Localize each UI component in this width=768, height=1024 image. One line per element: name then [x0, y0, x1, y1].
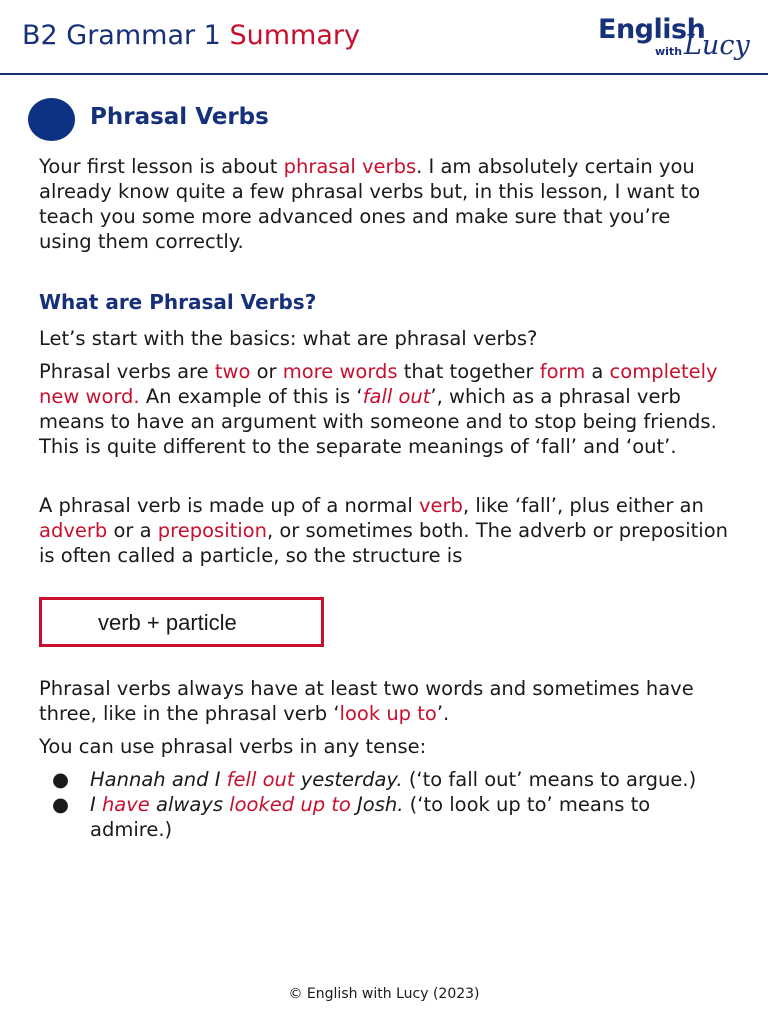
def-highlight-form: form [539, 360, 586, 383]
formula-text: verb + particle [98, 610, 237, 635]
logo-english: English [598, 14, 706, 45]
def-highlight-two: two [214, 360, 251, 383]
struct-text-4: , or sometimes both. The adverb or preposition is often called a particle, so the structure is [39, 519, 728, 567]
example-list [39, 767, 699, 842]
tense-paragraph: You can use phrasal verbs in any tense: [39, 735, 427, 758]
section-bullet-icon [28, 98, 75, 141]
logo-lucy: Lucy [684, 30, 750, 61]
def-text-3: that together [397, 360, 540, 383]
def-text-5: An example of this is ‘ [139, 385, 363, 408]
header-divider [0, 73, 768, 75]
def-highlight-fall-out: fall out [362, 385, 431, 408]
struct-text-3: or a [107, 519, 158, 542]
def-text-6: ’, which as a phrasal verb means to have an argument with someone and to stop being friends. This is quite different to the separate meanings of ‘fall’ and ‘out’. [39, 385, 717, 458]
intro-text-2: . I am absolutely certain you already know quite a few phrasal verbs but, in this lesson, I want to teach you some more advanced ones and make sure that you’re using them correctly. [39, 155, 701, 253]
def-highlight-more-words: more words [282, 360, 398, 383]
def-text-1: Phrasal verbs are [39, 360, 215, 383]
ex2-highlight-have: have [101, 793, 150, 816]
struct-highlight-verb: verb [419, 494, 463, 517]
structure-paragraph [39, 493, 729, 568]
p4-text-1: Phrasal verbs always have at least two words and sometimes have three, like in the phrasal verb ‘ [39, 677, 694, 725]
intro-highlight-phrasal-verbs: phrasal verbs [283, 155, 417, 178]
header-title-main: B2 Grammar 1 [22, 20, 221, 51]
english-with-lucy-logo [598, 14, 750, 66]
formula-box [39, 597, 324, 647]
definition-paragraph [39, 359, 729, 459]
ex1-text-1: Hannah and I [90, 768, 227, 791]
footer-copyright: © English with Lucy (2023) [288, 986, 480, 1002]
ex2-text-3: Josh. [350, 793, 404, 816]
header-title [22, 20, 360, 51]
list-item [39, 767, 699, 792]
logo-with: with [655, 45, 683, 58]
ex1-gloss: (‘to fall out’ means to argue.) [402, 768, 697, 791]
def-text-4: a [585, 360, 610, 383]
def-text-2: or [250, 360, 283, 383]
list-item [39, 792, 699, 842]
ex1-highlight-fell-out: fell out [226, 768, 295, 791]
struct-text-1: A phrasal verb is made up of a normal [39, 494, 419, 517]
ex2-text-2: always [149, 793, 230, 816]
intro-text-1: Your first lesson is about [39, 155, 284, 178]
p4-highlight-look-up-to: look up to [339, 702, 437, 725]
ex1-text-2: yesterday. [294, 768, 403, 791]
ex2-gloss: (‘to look up to’ means to admire.) [90, 793, 651, 841]
bullet-icon: ● [52, 768, 70, 791]
ex2-highlight-looked-up-to: looked up to [229, 793, 351, 816]
p4-text-2: ’. [436, 702, 450, 725]
def-highlight-new-word: completely new word. [39, 360, 718, 408]
subsection-title: What are Phrasal Verbs? [39, 290, 317, 314]
question-paragraph: Let’s start with the basics: what are phrasal verbs? [39, 327, 538, 350]
ex2-text-1: I [90, 793, 102, 816]
struct-highlight-preposition: preposition [157, 519, 267, 542]
bullet-icon: ● [52, 793, 70, 816]
intro-paragraph [39, 154, 729, 254]
header-title-accent: Summary [229, 20, 360, 51]
section-title: Phrasal Verbs [90, 104, 269, 130]
struct-highlight-adverb: adverb [39, 519, 108, 542]
three-words-paragraph [39, 676, 729, 726]
struct-text-2: , like ‘fall’, plus either an [462, 494, 704, 517]
